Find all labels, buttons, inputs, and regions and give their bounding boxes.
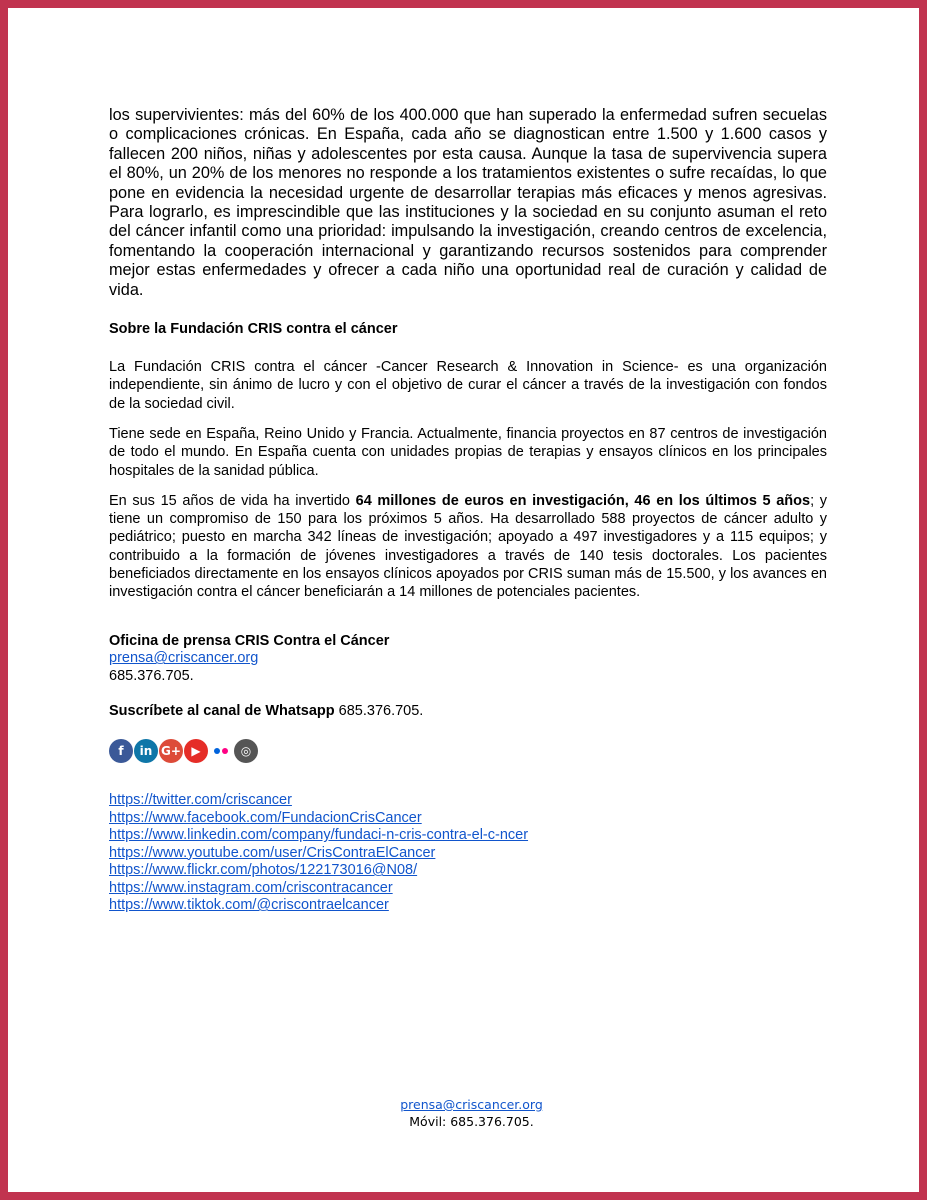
social-link[interactable]: https://www.facebook.com/FundacionCrisCancer xyxy=(109,809,422,826)
social-links xyxy=(109,792,827,915)
press-email-link[interactable]: prensa@criscancer.org xyxy=(109,650,259,667)
whatsapp-label: Suscríbete al canal de Whatsapp xyxy=(109,703,335,720)
social-icons xyxy=(109,738,827,764)
social-link[interactable]: https://www.tiktok.com/@criscontraelcancer xyxy=(109,897,389,914)
page-footer xyxy=(8,1096,927,1130)
about-p3-end: ; y tiene un compromiso de 150 para los próximos 5 años. Ha desarrollado 588 proyectos de cáncer adulto y pediátrico; puesto en marcha 342 líneas de investigación; apoyado a 497 investigadores y a 115 equipos; y contribuido a la formación de jóvenes investigadores a través de 140 tesis doctorales. Los pacientes beneficiados directamente en los ensayos clínicos apoyados por CRIS suman más de 15.500, y los avances en investigación contra el cáncer beneficiarán a 14 millones de potenciales pacientes. xyxy=(109,492,828,601)
social-link[interactable]: https://www.youtube.com/user/CrisContraElCancer xyxy=(109,844,436,861)
footer-mobile: Móvil: 685.376.705. xyxy=(409,1114,534,1129)
about-paragraph-1: La Fundación CRIS contra el cáncer -Cancer Research & Innovation in Science- es una organización independiente, sin ánimo de lucro y con el objetivo de curar el cáncer a través de la investigación con fondos de la sociedad civil. xyxy=(109,359,827,412)
press-phone: 685.376.705. xyxy=(109,667,194,684)
intro-paragraph: los supervivientes: más del 60% de los 400.000 que han superado la enfermedad sufren secuelas o complicaciones crónicas. En España, cada año se diagnostican entre 1.500 y 1.600 casos y fallecen 200 niños, niñas y adolescentes por esta causa. Aunque la tasa de supervivencia supera el 80%, un 20% de los menores no responde a los tratamientos existentes o sufre recaídas, lo que pone en evidencia la necesidad urgente de desarrollar terapias más eficaces y menos agresivas. Para lograrlo, es imprescindible que las instituciones y la sociedad en su conjunto asuman el reto del cáncer infantil como una prioridad: impulsando la investigación, creando centros de excelencia, fomentando la cooperación internacional y garantizando recursos sostenidos para comprender mejor estas enfermedades y ofrecer a cada niño una oportunidad real de curación y calidad de vida. xyxy=(109,106,827,299)
youtube-icon[interactable]: ▶ xyxy=(184,739,208,763)
about-paragraph-3 xyxy=(109,492,827,602)
about-heading: Sobre la Fundación CRIS contra el cáncer xyxy=(109,321,398,338)
whatsapp-line xyxy=(109,702,827,720)
linkedin-icon[interactable]: in xyxy=(134,739,158,763)
social-link[interactable]: https://www.linkedin.com/company/fundaci-n-cris-contra-el-c-ncer xyxy=(109,827,529,844)
social-link[interactable]: https://www.flickr.com/photos/122173016@N08/ xyxy=(109,862,418,879)
press-contact xyxy=(109,633,827,686)
press-title: Oficina de prensa CRIS Contra el Cáncer xyxy=(109,632,390,649)
social-link[interactable]: https://www.instagram.com/criscontracancer xyxy=(109,879,393,896)
about-p3-start: En sus 15 años de vida ha invertido xyxy=(109,492,356,509)
about-paragraph-2: Tiene sede en España, Reino Unido y Francia. Actualmente, financia proyectos en 87 centros de investigación de todo el mundo. En España cuenta con unidades propias de terapias y ensayos clínicos en los principales hospitales de la sanidad pública. xyxy=(109,425,827,479)
about-p3-bold: 64 millones de euros en investigación, 46 en los últimos 5 años xyxy=(355,492,811,509)
facebook-icon[interactable]: f xyxy=(109,739,133,763)
whatsapp-number: 685.376.705. xyxy=(334,703,424,720)
instagram-icon[interactable]: ◎ xyxy=(234,739,258,763)
social-link[interactable]: https://twitter.com/criscancer xyxy=(109,792,292,809)
google-plus-icon[interactable]: G+ xyxy=(159,739,183,763)
footer-email-link[interactable]: prensa@criscancer.org xyxy=(400,1097,543,1112)
document-body xyxy=(109,106,827,915)
flickr-icon[interactable] xyxy=(209,739,233,763)
